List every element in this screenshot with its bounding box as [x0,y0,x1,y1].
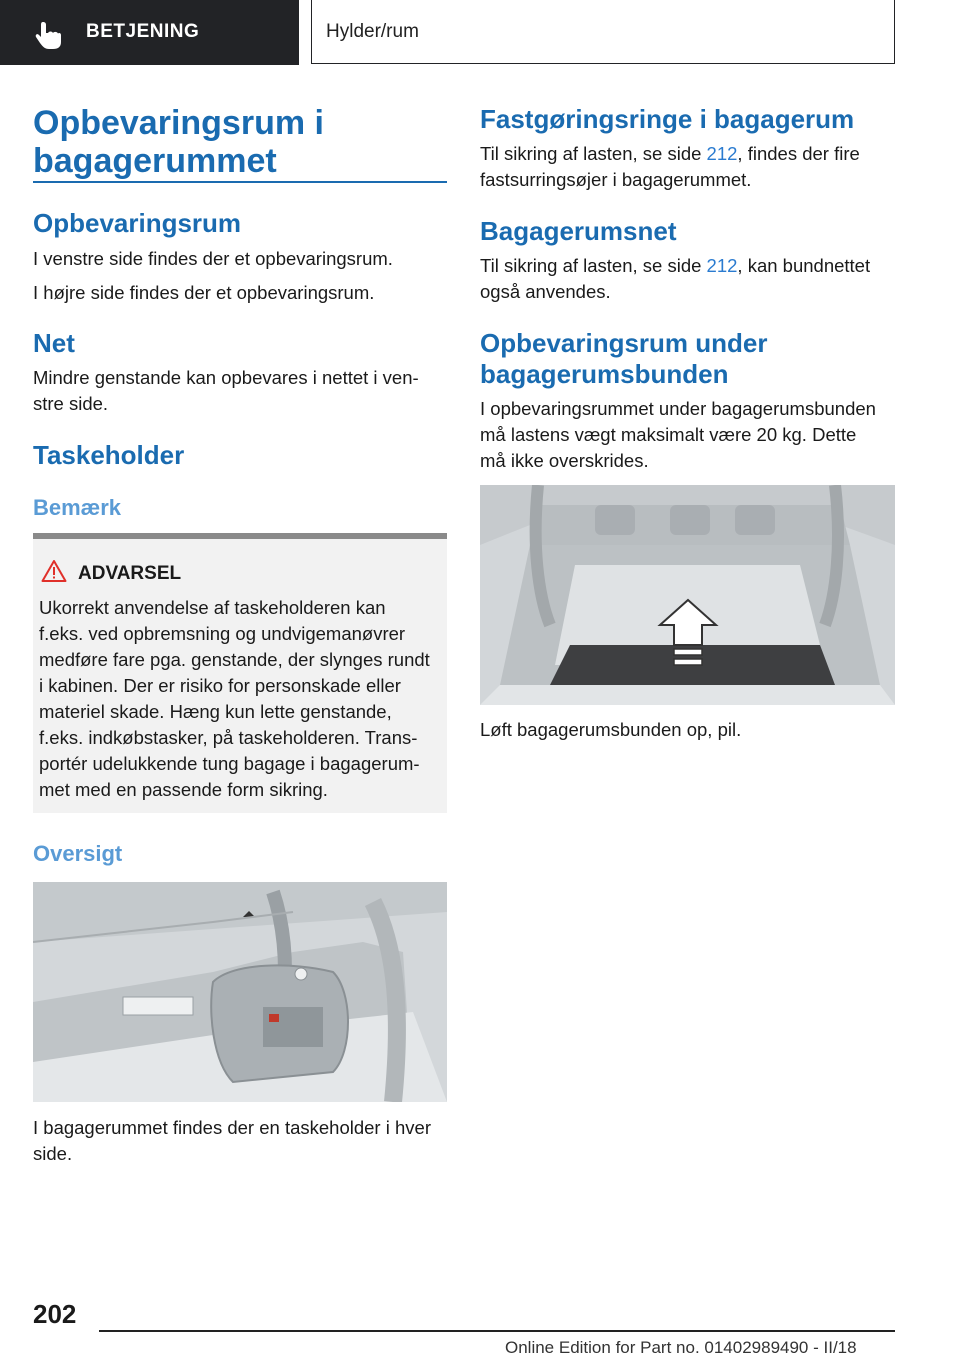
underfloor-text-2: må lastens vægt maksimalt være 20 kg. Dette [480,424,857,445]
underfloor-heading-1: Opbevaringsrum under [480,328,768,358]
warning-line: Ukorrekt anvendelse af taskeholderen kan [39,597,386,618]
luggage-net-text-2: også anvendes. [480,281,611,302]
page-link-212[interactable]: 212 [706,255,738,276]
underfloor-heading-2: bagagerumsbunden [480,359,729,389]
net-text-1: Mindre genstande kan opbevares i nettet i ven‐ [33,367,419,388]
chapter-tab[interactable] [311,0,895,64]
page-number: 202 [33,1299,77,1329]
underfloor-caption: Løft bagagerumsbunden op, pil. [480,719,742,740]
note-heading: Bemærk [33,495,122,520]
warning-line: portér udelukkende tung bagage i bagagerum‐ [39,753,420,774]
warning-triangle-icon [41,559,67,583]
page-title-line1: Opbevaringsrum i [33,104,324,142]
net-heading: Net [33,328,75,358]
storage-heading: Opbevaringsrum [33,208,242,238]
net-text-2: stre side. [33,393,109,414]
storage-text-2: I højre side findes der et opbevaringsrum. [33,282,375,303]
warning-title: ADVARSEL [78,563,182,584]
underfloor-text-1: I opbevaringsrummet under bagagerumsbunden [480,398,876,419]
section-label: BETJENING [86,21,200,42]
overview-heading: Oversigt [33,841,123,866]
trunk-side-illustration [33,882,447,1102]
page-title-line2: bagagerummet [33,142,277,180]
warning-line: i kabinen. Der er risiko for personskade eller [39,675,401,696]
warning-line: f.eks. ved opbremsning og undvigemanøvrer [39,623,406,644]
overview-caption-1: I bagagerummet findes der en taskeholder i hver [33,1117,431,1138]
bag-holder-heading: Taskeholder [33,440,185,470]
rings-text-2: fastsurringsøjer i bagagerummet. [480,169,752,190]
hand-pointer-icon [34,20,62,50]
overview-caption-2: side. [33,1143,73,1164]
warning-line: medføre fare pga. genstande, der slynges rundt [39,649,430,670]
warning-line: f.eks. indkøbstasker, på taskeholderen. Trans‐ [39,727,418,748]
warning-line: met med en passende form sikring. [39,779,328,800]
luggage-net-text-1: Til sikring af lasten, se side 212, kan bundnettet [480,255,871,276]
edition-note: Online Edition for Part no. 01402989490 - II/18 [505,1338,857,1357]
rings-heading: Fastgøringsringe i bagagerum [480,104,855,134]
storage-text-1: I venstre side findes der et opbevaringsrum. [33,248,393,269]
page-link-212[interactable]: 212 [706,143,738,164]
warning-line: materiel skade. Hæng kun lette genstande, [39,701,392,722]
trunk-floor-illustration [480,485,895,705]
title-underline [33,181,447,183]
footer-rule [99,1330,895,1332]
rings-text-1: Til sikring af lasten, se side 212, findes der fire [480,143,860,164]
underfloor-text-3: må ikke overskrides. [480,450,649,471]
chapter-label: Hylder/rum [326,21,419,42]
section-tab[interactable] [0,0,299,65]
warning-box [33,533,447,813]
warning-text [39,595,443,803]
luggage-net-heading: Bagagerumsnet [480,216,677,246]
